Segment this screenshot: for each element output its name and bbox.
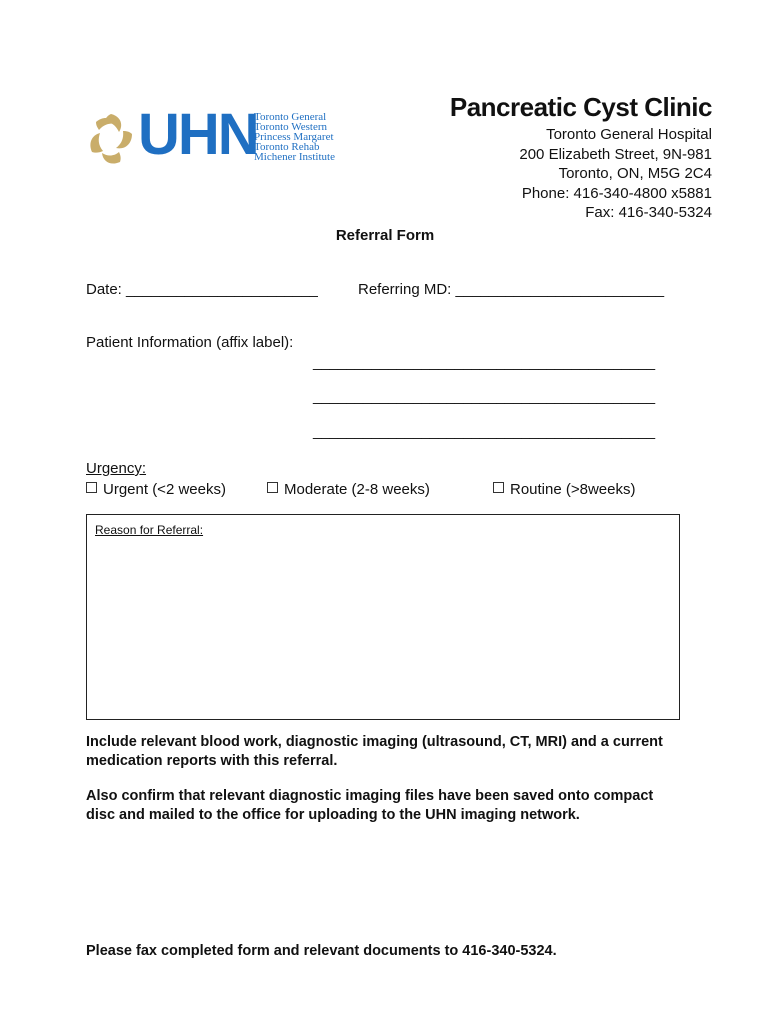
urgency-option-routine[interactable] <box>493 481 635 498</box>
uhn-wordmark: UHN <box>138 102 258 167</box>
urgency-option-urgent[interactable] <box>86 481 226 498</box>
address-line: Toronto, ON, M5G 2C4 <box>558 165 712 182</box>
urgency-heading: Urgency: <box>86 460 147 477</box>
patient-info-line[interactable]: _________________________________________ <box>313 388 656 405</box>
clinic-address <box>519 125 712 223</box>
patient-info-line[interactable]: _________________________________________ <box>313 423 656 440</box>
address-line: Toronto General Hospital <box>546 126 712 143</box>
urgency-option-moderate[interactable] <box>267 481 430 498</box>
reason-for-referral-box[interactable] <box>86 514 680 720</box>
logo-site: Toronto General <box>254 111 327 123</box>
fax-line: Fax: 416-340-5324 <box>585 204 712 221</box>
checkbox[interactable] <box>86 482 97 493</box>
include-note: Include relevant blood work, diagnostic imaging (ultrasound, CT, MRI) and a current medication reports with this referral. <box>86 734 663 769</box>
option-label: Moderate (2-8 weeks) <box>284 481 430 498</box>
clinic-title: Pancreatic Cyst Clinic <box>449 92 712 122</box>
reason-label: Reason for Referral: <box>95 523 204 537</box>
uhn-logo <box>86 102 336 170</box>
address-line: 200 Elizabeth Street, 9N-981 <box>519 145 712 163</box>
confirm-note: Also confirm that relevant diagnostic imaging files have been saved onto compact disc and mailed to the office for uploading to the UHN imaging network. <box>86 788 654 823</box>
patient-info-line[interactable]: _________________________________________ <box>313 354 656 371</box>
patient-info-label: Patient Information (affix label): <box>86 334 294 351</box>
form-title: Referral Form <box>335 227 435 244</box>
option-label: Routine (>8weeks) <box>510 481 636 498</box>
checkbox[interactable] <box>493 482 504 493</box>
option-label: Urgent (<2 weeks) <box>103 481 226 498</box>
date-field[interactable]: Date: _______________________ <box>86 281 318 298</box>
fax-note: Please fax completed form and relevant documents to 416-340-5324. <box>86 943 557 959</box>
referring-md-field[interactable]: Referring MD: _________________________ <box>358 281 665 298</box>
logo-site: Toronto Rehab <box>254 141 320 153</box>
logo-site: Michener Institute <box>254 151 335 163</box>
logo-site: Toronto Western <box>254 121 327 133</box>
logo-site: Princess Margaret <box>254 131 334 143</box>
checkbox[interactable] <box>267 482 278 493</box>
phone-line: Phone: 416-340-4800 x5881 <box>521 184 712 202</box>
logo-site-list <box>254 112 335 162</box>
uhn-pinwheel-icon <box>86 110 136 166</box>
